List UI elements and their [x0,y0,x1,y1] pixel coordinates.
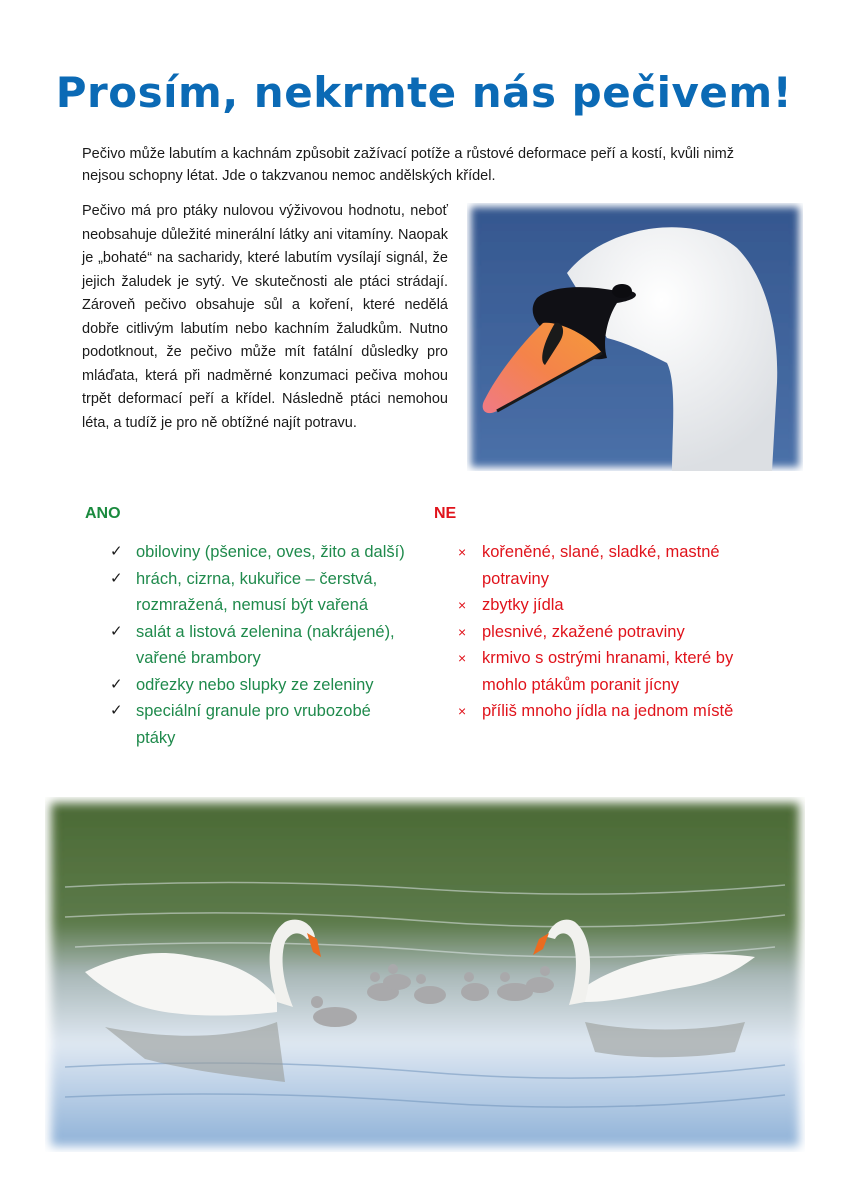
check-icon: ✓ [110,675,123,693]
check-icon: ✓ [110,622,123,640]
yes-list-item: ✓ obiloviny (pšenice, oves, žito a další) [110,539,410,566]
yes-list-item: ✓ odřezky nebo slupky ze zeleniny [110,672,410,699]
check-icon: ✓ [110,702,123,719]
body-paragraph: Pečivo má pro ptáky nulovou výživovou hodnotu, neboť neobsahuje důležité minerální látky ani vitamíny. Naopak je „bohaté“ na sacharidy, které labutím vysílají signál, že jejich žaludek je sytý. Ve skutečnosti ale ptáci strádají. Zároveň pečivo obsahuje sůl a koření, které nedělá dobře citlivým labutím nebo kachním žaludkům. Nutno podotknout, že pečivo může mít fatální důsledky pro mláďata, která při nadměrné konzumaci pečiva mohou trpět deformací peří a křídel. Následně ptáci nemohou léta, a tudíž je pro ně obtížné najít potravu. [82,203,448,431]
no-list-item: × plesnivé, zkažené potraviny [456,619,776,646]
no-list-item: × kořeněné, slané, sladké, mastné potraviny [456,539,776,592]
no-list-item: × krmivo s ostrými hranami, které by mohlo ptákům poranit jícny [456,645,776,698]
cross-icon: × [458,544,467,560]
no-list [456,539,776,725]
yes-list-item: ✓ salát a listová zelenina (nakrájené), vařené brambory [110,619,410,672]
yes-list-item: ✓ hrách, cizrna, kukuřice – čerstvá, rozmražená, nemusí být vařená [110,566,410,619]
page-title: Prosím, nekrmte nás pečivem! [55,68,793,117]
cross-icon: × [458,650,467,666]
check-icon: ✓ [110,569,123,587]
yes-list [110,539,410,751]
yes-list-item: ✓ speciální granule pro vrubozobé ptáky [110,698,410,751]
no-list-item: × příliš mnoho jídla na jednom místě [456,698,776,725]
no-list-item: × zbytky jídla [456,592,776,619]
check-icon: ✓ [110,543,123,560]
cross-icon: × [458,703,467,719]
intro-paragraph: Pečivo může labutím a kachnám způsobit zažívací potíže a růstové deformace peří a kostí, kvůli nimž nejsou schopny létat. Jde o takzvanou nemoc andělských křídel. [82,146,734,184]
yes-heading: ANO [85,505,121,522]
swan-family-photo [45,797,805,1152]
swan-head-photo [467,203,803,471]
cross-icon: × [458,623,467,640]
cross-icon: × [458,597,467,613]
no-heading: NE [434,505,457,522]
